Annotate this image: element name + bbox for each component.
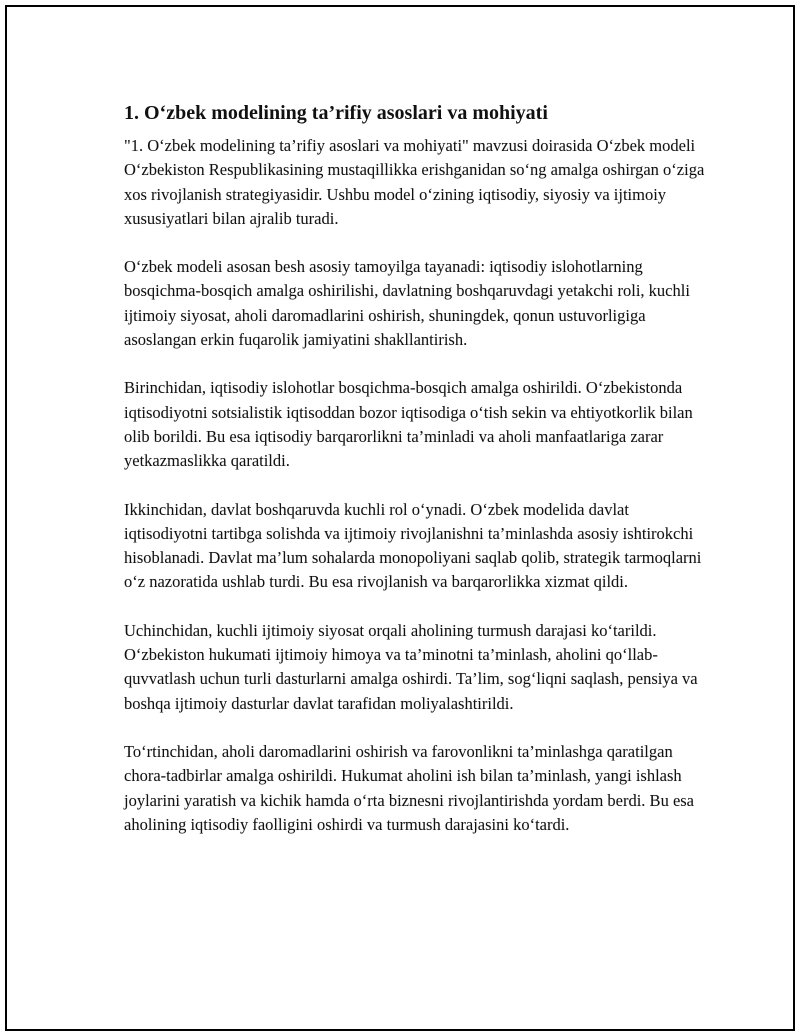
section-heading: 1. O‘zbek modelining ta’rifiy asoslari va mohiyati bbox=[124, 102, 548, 124]
paragraph-fourth: To‘rtinchidan, aholi daromadlarini oshirish va farovonlikni ta’minlashga qaratilgan chora-tadbirlar amalga oshirildi. Hukumat aholini ish bilan ta’minlash, yangi ishlash joylarini yaratish va kichik hamda o‘rta biznesni rivojlantirishda yordam berdi. Bu esa aholining iqtisodiy faolligini oshirdi va turmush darajasini ko‘tardi. bbox=[124, 741, 695, 834]
paragraph-first: Birinchidan, iqtisodiy islohotlar bosqichma-bosqich amalga oshirildi. O‘zbekistonda iqtisodiyotni sotsialistik iqtisoddan bozor iqtisodiga o‘tish sekin va ehtiyotkorlik bilan olib borildi. Bu esa iqtisodiy barqarorlikni ta’minladi va aholi manfaatlariga zarar yetkazmaslikka qaratildi. bbox=[124, 378, 693, 471]
paragraph-third: Uchinchidan, kuchli ijtimoiy siyosat orqali aholining turmush darajasi ko‘tarildi. O‘zbekiston hukumati ijtimoiy himoya va ta’minotni ta’minlash, aholini qo‘llab-quvvatlash uchun turli dasturlarni amalga oshirdi. Ta’lim, sog‘liqni saqlash, pensiya va boshqa ijtimoiy dasturlar davlat tarafidan moliyalashtirildi. bbox=[124, 620, 698, 713]
paragraph-intro: "1. O‘zbek modelining ta’rifiy asoslari va mohiyati" mavzusi doirasida O‘zbek modeli O‘zbekiston Respublikasining mustaqillikka erishganidan so‘ng amalga oshirgan o‘ziga xos rivojlanish strategiyasidir. Ushbu model o‘zining iqtisodiy, siyosiy va ijtimoiy xususiyatlari bilan ajralib turadi. bbox=[124, 136, 705, 228]
paragraph-principles: O‘zbek modeli asosan besh asosiy tamoyilga tayanadi: iqtisodiy islohotlarning bosqichma-bosqich amalga oshirilishi, davlatning boshqaruvdagi yetakchi roli, kuchli ijtimoiy siyosat, aholi daromadlarini oshirish, shuningdek, qonun ustuvorligiga asoslangan erkin fuqarolik jamiyatini shakllantirish. bbox=[124, 257, 690, 350]
page-frame bbox=[5, 5, 795, 1031]
paragraph-second: Ikkinchidan, davlat boshqaruvda kuchli rol o‘ynadi. O‘zbek modelida davlat iqtisodiyotni tartibga solishda va ijtimoiy rivojlanishni ta’minlashda asosiy ishtirokchi hisoblanadi. Davlat ma’lum sohalarda monopoliyani saqlab qolib, strategik tarmoqlarni o‘z nazoratida ushlab turdi. Bu esa rivojlanish va barqarorlikka xizmat qildi. bbox=[124, 499, 702, 592]
document-body bbox=[117, 99, 707, 837]
